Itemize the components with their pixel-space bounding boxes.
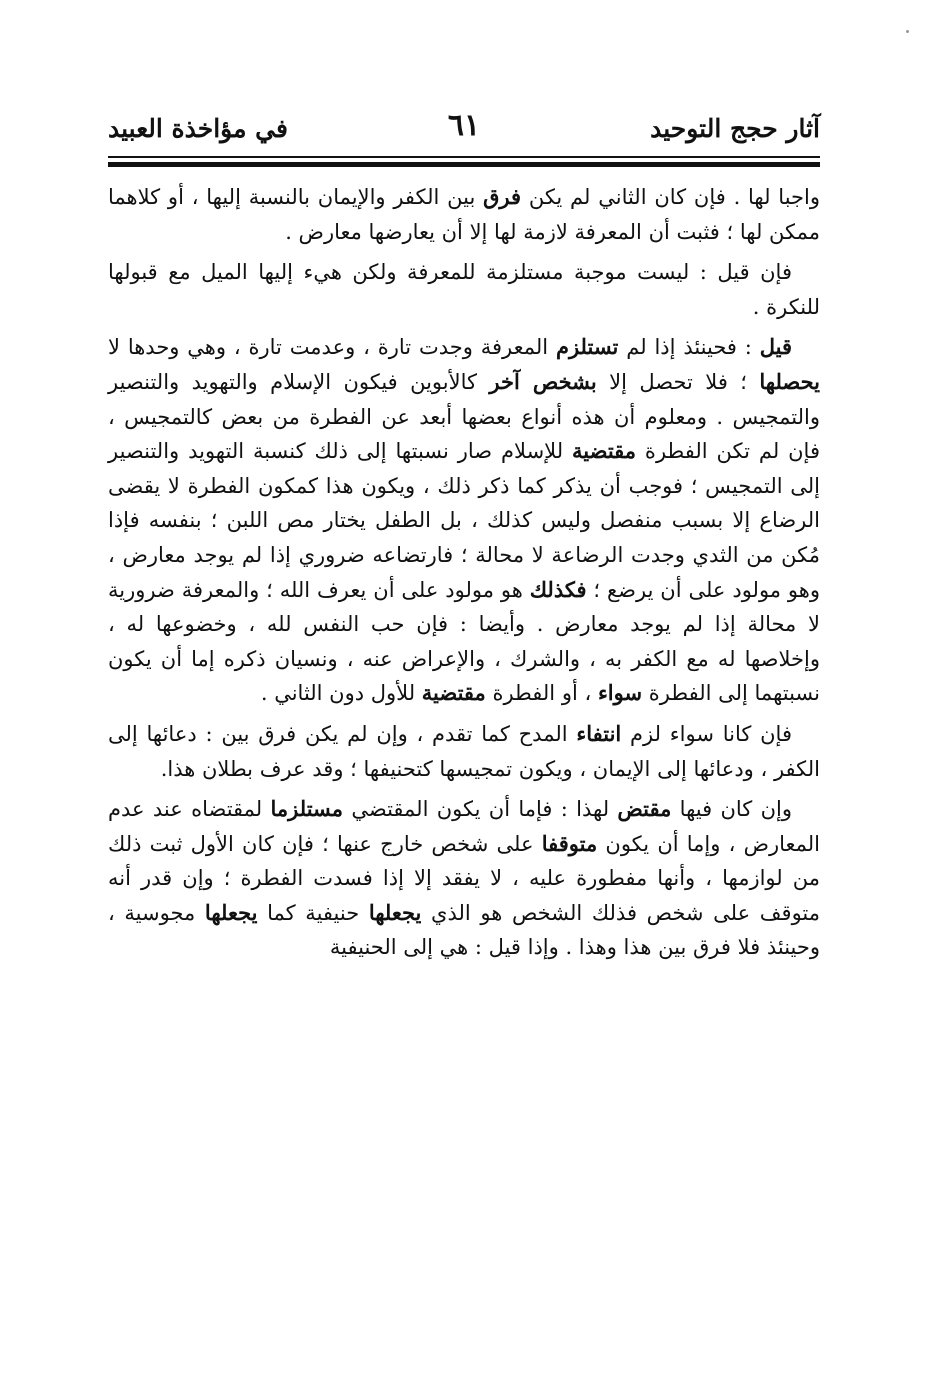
page-number: ٦١ — [447, 108, 481, 143]
bold-term: مقتضية — [572, 438, 637, 464]
bold-term: قيل — [759, 334, 792, 360]
text-run: ؛ فلا تحصل إلا — [596, 369, 760, 394]
text-run: : فحينئذ إذا لم — [618, 335, 760, 360]
book-title: آثار حجج التوحيد — [650, 114, 820, 143]
scan-speck — [906, 30, 909, 33]
text-run: لمقتضاه عند عدم المعارض ، وإما أن يكون — [108, 797, 821, 856]
text-run: فإن كانا سواء لزم — [621, 721, 792, 746]
bold-term: بشخص آخر — [489, 368, 597, 394]
text-run: ، أو الفطرة — [485, 681, 598, 706]
text-run: هو مولود على أن يعرف الله ؛ والمعرفة ضرورية لا محالة إذا لم يوجد معارض . وأيضا : فإن حب النفس لله ، وخضوعها له ، وإخلاصها له مع الكفر به ، والشرك ، والإعراض عنه ، ونسيان ذكره إما أن يكون نسبتهما إلى الفطرة — [108, 577, 820, 706]
text-run: لهذا : فإما أن يكون المقتضي — [343, 797, 618, 822]
text-run: وإن كان فيها — [671, 797, 792, 822]
text-run: حنيفية كما — [257, 900, 369, 925]
text-run: بين الكفر والإيمان بالنسبة إليها ، أو كلاهما ممكن لها ؛ فثبت أن المعرفة لازمة لها إلا أن يعارضها معارض . — [108, 185, 820, 244]
header-rule-thick — [108, 162, 820, 167]
text-run: على شخص خارج عنها ؛ فإن كان الأول ثبت ذلك من لوازمها ، وأنها مفطورة عليه ، لا يفقد إلا إذا فسدت الفطرة ؛ وإن قدر أنه متوقف على شخص فذلك الشخص هو الذي — [108, 831, 820, 925]
text-run: للأول دون الثاني . — [260, 681, 422, 706]
chapter-title: في مؤاخذة العبيد — [108, 114, 288, 143]
body-text — [108, 180, 820, 971]
paragraph — [108, 180, 820, 249]
paragraph — [108, 717, 820, 786]
bold-term: يجعلها — [204, 899, 258, 925]
running-header — [108, 108, 820, 158]
text-run: كالأبوين فيكون الإسلام والتهويد والتنصير والتمجيس . ومعلوم أن هذه أنواع بعضها أبعد عن الفطرة من بعض كالتمجيس ، فإن لم تكن الفطرة — [108, 369, 820, 464]
paragraph — [108, 255, 820, 324]
text-run: واجبا لها . فإن كان الثاني لم يكن — [521, 185, 820, 209]
bold-term: مقتض — [617, 796, 672, 822]
bold-term: مستلزما — [270, 796, 344, 822]
bold-term: يجعلها — [368, 899, 422, 925]
bold-term: متوقفا — [541, 830, 598, 856]
text-run: فإن قيل : ليست موجبة مستلزمة للمعرفة ولكن هيء إليها الميل مع قبولها للنكرة . — [108, 260, 820, 319]
paragraph — [108, 330, 820, 711]
bold-term: مقتضية — [421, 680, 486, 706]
header-rule-thin — [108, 156, 820, 158]
text-run: مجوسية ، وحينئذ فلا فرق بين هذا وهذا . وإذا قيل : هي إلى الحنيفية — [108, 900, 820, 960]
bold-term: فكذلك — [529, 576, 587, 602]
bold-term: تستلزم — [555, 334, 619, 360]
text-run: المدح كما تقدم ، وإن لم يكن فرق بين : دعائها إلى الكفر ، ودعائها إلى الإيمان ، ويكون تمجيسها كتحنيفها ؛ وقد عرف بطلان هذا. — [108, 721, 820, 781]
bold-term: فرق — [483, 184, 522, 209]
text-run: للإسلام صار نسبتها إلى ذلك كنسبة التهويد والتنصير إلى التمجيس ؛ فوجب أن يذكر كما ذكر ذلك ، ويكون هذا كمكون الفطرة لا يقضى الرضاع إلا بسبب منفصل وليس كذلك ، بل الطفل يختار مص اللبن ؛ بنفسه فإذا مُكن من الثدي وجدت الرضاعة لا محالة ؛ فارتضاعه ضروري إذا لم يوجد معارض ، وهو مولود على أن يرضع ؛ — [108, 439, 821, 602]
paragraph — [108, 792, 820, 965]
bold-term: انتفاء — [576, 720, 622, 746]
bold-term: يحصلها — [759, 368, 821, 394]
bold-term: سواء — [597, 680, 643, 706]
text-run: المعرفة وجدت تارة ، وعدمت تارة ، وهي وحدها لا — [108, 335, 556, 360]
